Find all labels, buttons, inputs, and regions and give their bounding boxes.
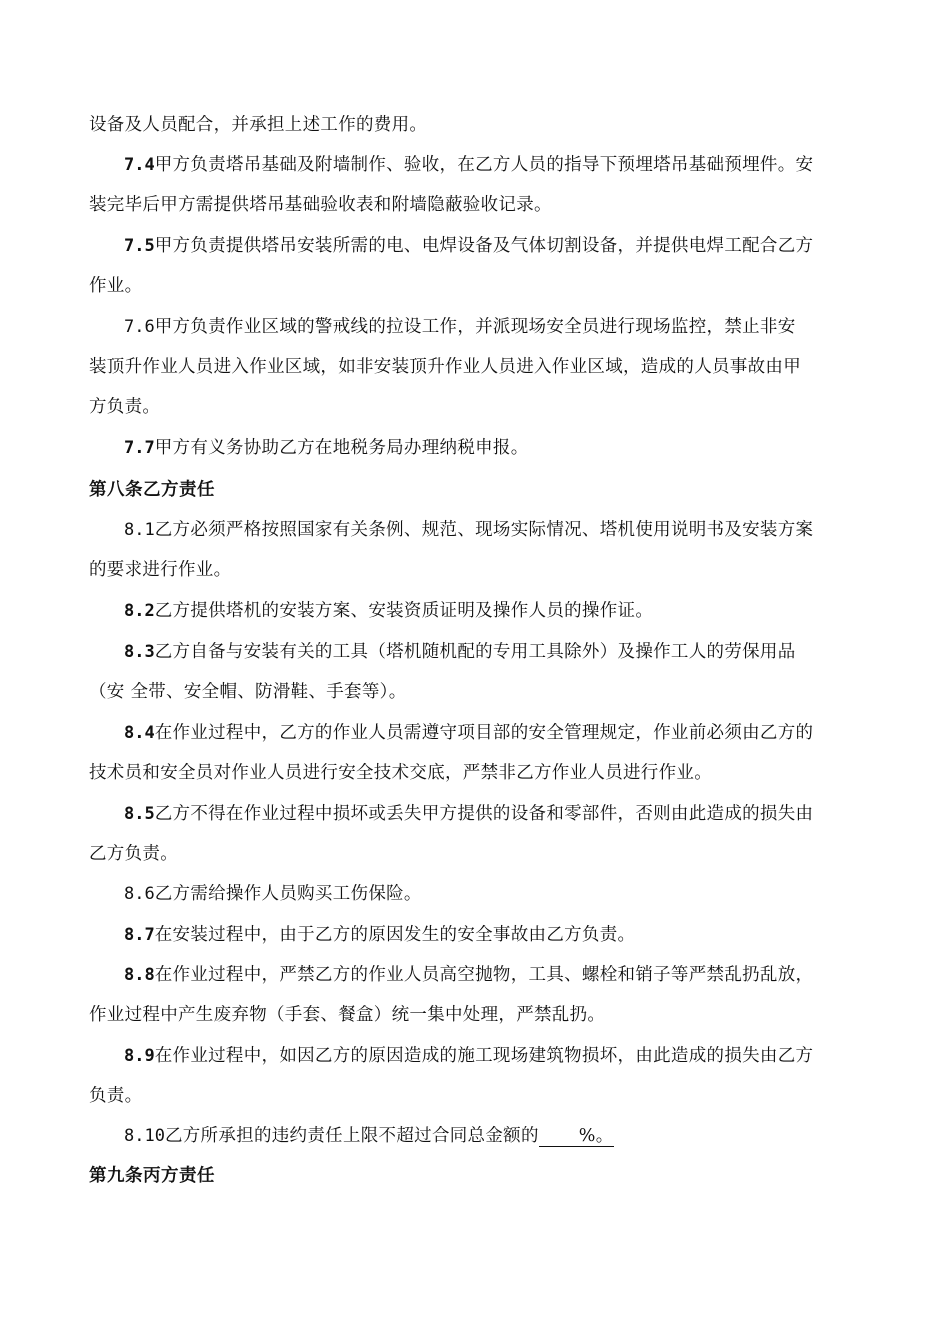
paragraph-8-4 (124, 722, 813, 744)
paragraph-8-4-line-2 (89, 762, 712, 784)
paragraph-text: 在作业过程中，乙方的作业人员需遵守项目部的安全管理规定，作业前必须由乙方的 (154, 723, 814, 743)
paragraph-text: 作业过程中产生废弃物（手套、餐盒）统一集中处理，严禁乱扔。 (89, 1005, 606, 1025)
paragraph-text: 负责。 (89, 1086, 143, 1106)
clause-number: 8.4 (124, 723, 155, 743)
paragraph-7-6-line-2 (89, 356, 801, 378)
paragraph-8-1-line-2 (89, 559, 231, 581)
paragraph-text: 技术员和安全员对作业人员进行安全技术交底，严禁非乙方作业人员进行作业。 (89, 763, 712, 783)
paragraph-8-9-line-2 (89, 1085, 142, 1107)
clause-number: 8.2 (124, 601, 155, 621)
paragraph-8-8 (124, 964, 813, 986)
paragraph-text: 甲方负责塔吊基础及附墙制作、验收，在乙方人员的指导下预埋塔吊基础预埋件。安 (154, 155, 814, 175)
clause-number: 8.1 (124, 520, 155, 540)
paragraph-7-6 (124, 316, 796, 338)
paragraph-text: （安 全带、安全帽、防滑鞋、手套等）。 (89, 682, 407, 702)
paragraph-8-6 (124, 883, 422, 905)
paragraph-text: 乙方必须严格按照国家有关条例、规范、现场实际情况、塔机使用说明书及安装方案 (154, 520, 814, 540)
paragraph-8-8-line-2 (89, 1004, 605, 1026)
paragraph-text: 设备及人员配合，并承担上述工作的费用。 (89, 115, 428, 135)
paragraph-8-5-line-2 (89, 843, 178, 865)
paragraph-text: 乙方提供塔机的安装方案、安装资质证明及操作人员的操作证。 (154, 601, 654, 621)
paragraph-text: 作业。 (89, 276, 143, 296)
clause-number: 7.5 (124, 236, 155, 256)
paragraph-text: 甲方负责提供塔吊安装所需的电、电焊设备及气体切割设备，并提供电焊工配合乙方 (154, 236, 814, 256)
paragraph-text: 的要求进行作业。 (89, 560, 232, 580)
clause-number: 7.7 (124, 438, 155, 458)
paragraph-7-5-line-2 (89, 275, 142, 297)
clause-number: 8.9 (124, 1046, 155, 1066)
paragraph-7-4-line-2 (89, 194, 552, 216)
paragraph-7-4 (124, 154, 813, 176)
section-heading-9: 第九条丙方责任 (89, 1166, 215, 1186)
paragraph-8-3 (124, 641, 796, 663)
paragraph-text: 在作业过程中，严禁乙方的作业人员高空抛物，工具、螺栓和销子等严禁乱扔乱放， (154, 965, 814, 985)
clause-number: 8.5 (124, 804, 155, 824)
paragraph-7-7 (124, 437, 529, 459)
clause-number: 8.7 (124, 925, 155, 945)
paragraph-7-5 (124, 235, 813, 257)
paragraph-8-7 (124, 924, 635, 946)
paragraph-text: 在安装过程中，由于乙方的原因发生的安全事故由乙方负责。 (154, 925, 636, 945)
paragraph-8-2 (124, 600, 653, 622)
paragraph-7-6-line-3 (89, 396, 160, 418)
clause-number: 8.3 (124, 642, 155, 662)
fill-in-blank-percentage[interactable]: %。 (539, 1126, 614, 1147)
paragraph-text: 乙方负责。 (89, 844, 178, 864)
paragraph-text: 乙方不得在作业过程中损坏或丢失甲方提供的设备和零部件，否则由此造成的损失由 (154, 804, 814, 824)
paragraph-7-3-continuation (89, 114, 427, 136)
paragraph-8-10 (124, 1125, 614, 1147)
paragraph-8-3-line-2 (89, 681, 407, 703)
paragraph-text: 乙方需给操作人员购买工伤保险。 (154, 884, 422, 904)
clause-number: 8.10 (124, 1126, 165, 1146)
paragraph-8-5 (124, 803, 813, 825)
paragraph-8-9 (124, 1045, 813, 1067)
paragraph-8-1 (124, 519, 813, 541)
paragraph-text: 方负责。 (89, 397, 161, 417)
clause-number: 7.6 (124, 317, 155, 337)
paragraph-text: 在作业过程中，如因乙方的原因造成的施工现场建筑物损坏，由此造成的损失由乙方 (154, 1046, 814, 1066)
clause-number: 8.6 (124, 884, 155, 904)
paragraph-text: 甲方负责作业区域的警戒线的拉设工作，并派现场安全员进行现场监控，禁止非安 (154, 317, 796, 337)
paragraph-text: 乙方所承担的违约责任上限不超过合同总金额的 (164, 1126, 539, 1146)
paragraph-text: 甲方有义务协助乙方在地税务局办理纳税申报。 (154, 438, 529, 458)
paragraph-text: 装顶升作业人员进入作业区域，如非安装顶升作业人员进入作业区域，造成的人员事故由甲 (89, 357, 801, 377)
clause-number: 7.4 (124, 155, 155, 175)
paragraph-text: 装完毕后甲方需提供塔吊基础验收表和附墙隐蔽验收记录。 (89, 195, 552, 215)
clause-number: 8.8 (124, 965, 155, 985)
paragraph-text: 乙方自备与安装有关的工具（塔机随机配的专用工具除外）及操作工人的劳保用品 (154, 642, 796, 662)
section-heading-8: 第八条乙方责任 (89, 480, 215, 500)
